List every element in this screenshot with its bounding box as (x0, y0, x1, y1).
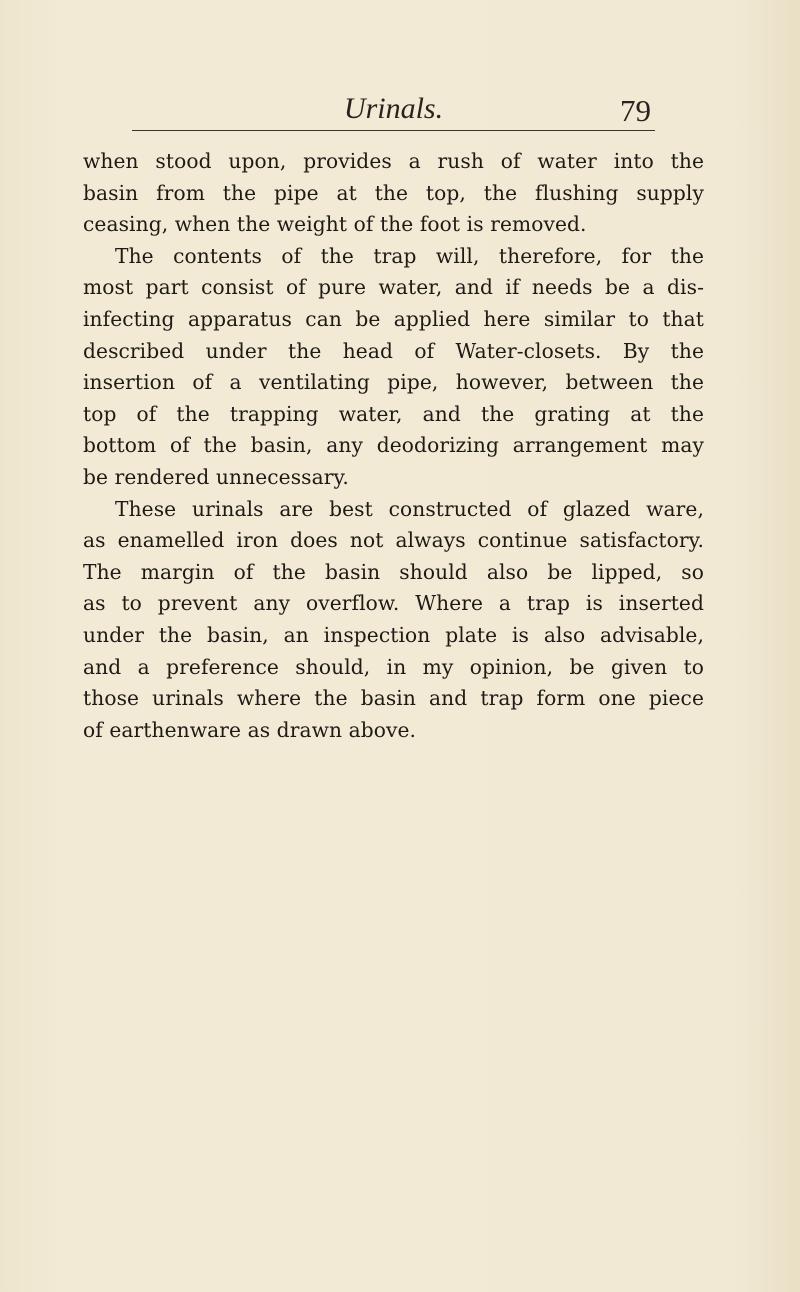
text-line: and a preference should, in my opinion, be given to (83, 654, 704, 679)
text-line: The contents of the trap will, therefore, for the (115, 243, 704, 268)
page-header (132, 92, 655, 134)
header-rule (132, 130, 655, 131)
text-line: basin from the pipe at the top, the flushing supply (83, 180, 704, 205)
text-line: infecting apparatus can be applied here similar to that (83, 306, 704, 331)
page-number: 79 (620, 93, 651, 128)
text-line: those urinals where the basin and trap form one piece (83, 686, 704, 711)
text-line: top of the trapping water, and the grating at the (83, 401, 704, 426)
text-line: These urinals are best constructed of glazed ware, (115, 496, 704, 521)
text-line: The margin of the basin should also be lipped, so (83, 559, 704, 584)
text-line: most part consist of pure water, and if needs be a dis- (83, 275, 704, 300)
body-text (83, 146, 704, 746)
text-line: as to prevent any overflow. Where a trap is inserted (83, 591, 704, 616)
text-line: bottom of the basin, any deodorizing arrangement may (83, 433, 704, 458)
text-line: of earthenware as drawn above. (83, 717, 417, 742)
text-line: ceasing, when the weight of the foot is removed. (83, 212, 587, 237)
text-line: as enamelled iron does not always continue satisfactory. (83, 528, 704, 553)
text-line: described under the head of Water-closets. By the (83, 338, 704, 363)
text-line: be rendered unnecessary. (83, 464, 349, 489)
running-title: Urinals. (343, 92, 444, 125)
text-line: when stood upon, provides a rush of water into the (83, 149, 704, 173)
text-line: insertion of a ventilating pipe, however, between the (83, 370, 704, 395)
text-line: under the basin, an inspection plate is also advisable, (83, 622, 704, 647)
